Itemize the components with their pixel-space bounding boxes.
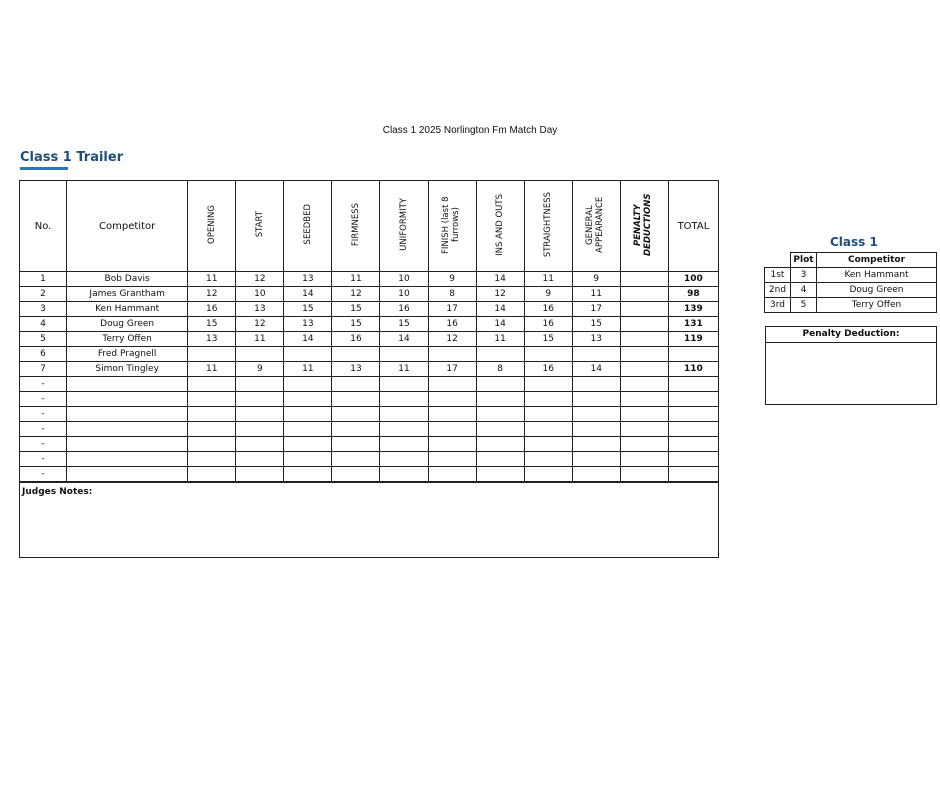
cell-firmness[interactable]: 15 (332, 317, 380, 332)
cell-general[interactable] (572, 377, 620, 392)
header-ins-outs-label: INS AND OUTS (495, 193, 506, 256)
cell-seedbed[interactable]: 13 (284, 317, 332, 332)
cell-start[interactable]: 10 (236, 287, 284, 302)
cell-general[interactable]: 13 (572, 332, 620, 347)
cell-finish[interactable]: 8 (428, 287, 476, 302)
judges-notes-label: Judges Notes: (22, 487, 93, 497)
cell-ins-outs[interactable]: 14 (476, 317, 524, 332)
cell-no[interactable]: - (20, 452, 67, 467)
cell-firmness[interactable]: 12 (332, 287, 380, 302)
cell-penalty[interactable] (620, 452, 668, 467)
results-cell-plot: 4 (791, 283, 817, 298)
cell-name[interactable]: James Grantham (67, 287, 188, 302)
cell-finish[interactable] (428, 437, 476, 452)
table-row (20, 407, 719, 422)
cell-seedbed[interactable] (284, 392, 332, 407)
cell-no[interactable]: 4 (20, 317, 67, 332)
cell-total[interactable] (668, 377, 718, 392)
cell-name[interactable]: Terry Offen (67, 332, 188, 347)
cell-uniformity[interactable]: 16 (380, 302, 428, 317)
cell-straightness[interactable]: 16 (524, 362, 572, 377)
cell-start[interactable] (236, 422, 284, 437)
table-row (20, 302, 719, 317)
cell-no[interactable]: - (20, 437, 67, 452)
cell-no[interactable]: 6 (20, 347, 67, 362)
cell-penalty[interactable] (620, 392, 668, 407)
cell-finish[interactable] (428, 392, 476, 407)
table-row (20, 332, 719, 347)
cell-straightness[interactable]: 16 (524, 302, 572, 317)
cell-seedbed[interactable]: 11 (284, 362, 332, 377)
cell-penalty[interactable] (620, 407, 668, 422)
cell-ins-outs[interactable]: 12 (476, 287, 524, 302)
cell-opening[interactable]: 11 (188, 272, 236, 287)
header-start (236, 181, 284, 272)
cell-seedbed[interactable] (284, 347, 332, 362)
cell-start[interactable] (236, 407, 284, 422)
cell-ins-outs[interactable]: 14 (476, 272, 524, 287)
cell-straightness[interactable]: 15 (524, 332, 572, 347)
header-seedbed-label: SEEDBED (302, 204, 313, 245)
results-row (765, 298, 937, 313)
cell-name[interactable]: Ken Hammant (67, 302, 188, 317)
table-row (20, 287, 719, 302)
cell-opening[interactable]: 16 (188, 302, 236, 317)
cell-ins-outs[interactable]: 8 (476, 362, 524, 377)
cell-no[interactable]: 2 (20, 287, 67, 302)
cell-start[interactable]: 12 (236, 272, 284, 287)
cell-uniformity[interactable]: 11 (380, 362, 428, 377)
cell-name[interactable]: Bob Davis (67, 272, 188, 287)
cell-seedbed[interactable]: 15 (284, 302, 332, 317)
cell-penalty[interactable] (620, 347, 668, 362)
cell-firmness[interactable] (332, 452, 380, 467)
table-row (20, 392, 719, 407)
cell-start[interactable]: 12 (236, 317, 284, 332)
results-cell-plot: 3 (791, 268, 817, 283)
cell-firmness[interactable]: 16 (332, 332, 380, 347)
results-cell-place: 2nd (765, 283, 791, 298)
cell-uniformity[interactable] (380, 437, 428, 452)
table-row (20, 272, 719, 287)
cell-firmness[interactable]: 11 (332, 272, 380, 287)
cell-general[interactable] (572, 452, 620, 467)
header-uniformity-label: UNIFORMITY (399, 198, 410, 251)
title-underline (20, 167, 68, 170)
cell-name[interactable]: Fred Pragnell (67, 347, 188, 362)
cell-name[interactable] (67, 377, 188, 392)
cell-seedbed[interactable] (284, 422, 332, 437)
cell-no[interactable]: - (20, 422, 67, 437)
cell-general[interactable]: 14 (572, 362, 620, 377)
cell-uniformity[interactable] (380, 347, 428, 362)
cell-uniformity[interactable] (380, 377, 428, 392)
header-finish (428, 181, 476, 272)
cell-penalty[interactable] (620, 377, 668, 392)
cell-total[interactable]: 100 (668, 272, 718, 287)
cell-total[interactable] (668, 392, 718, 407)
cell-straightness[interactable] (524, 422, 572, 437)
header-general (572, 181, 620, 272)
cell-no[interactable]: - (20, 377, 67, 392)
results-body (765, 268, 937, 313)
cell-straightness[interactable] (524, 407, 572, 422)
cell-finish[interactable]: 17 (428, 362, 476, 377)
results-title: Class 1 (830, 235, 878, 249)
header-start-label: START (254, 211, 265, 238)
page-heading: Class 1 2025 Norlington Fm Match Day (382, 125, 558, 136)
cell-general[interactable] (572, 392, 620, 407)
cell-firmness[interactable] (332, 377, 380, 392)
header-opening-label: OPENING (206, 205, 217, 244)
cell-firmness[interactable] (332, 392, 380, 407)
cell-ins-outs[interactable] (476, 347, 524, 362)
cell-general[interactable]: 17 (572, 302, 620, 317)
table-row (20, 317, 719, 332)
cell-opening[interactable] (188, 377, 236, 392)
cell-penalty[interactable] (620, 467, 668, 483)
cell-penalty[interactable] (620, 272, 668, 287)
table-row (20, 452, 719, 467)
header-opening (188, 181, 236, 272)
cell-ins-outs[interactable] (476, 467, 524, 483)
cell-penalty[interactable] (620, 317, 668, 332)
cell-general[interactable]: 9 (572, 272, 620, 287)
cell-start[interactable] (236, 467, 284, 483)
cell-no[interactable]: - (20, 407, 67, 422)
cell-name[interactable]: Doug Green (67, 317, 188, 332)
header-total: TOTAL (668, 181, 718, 272)
cell-total[interactable] (668, 437, 718, 452)
cell-no[interactable]: 3 (20, 302, 67, 317)
cell-general[interactable] (572, 347, 620, 362)
cell-straightness[interactable] (524, 392, 572, 407)
cell-ins-outs[interactable] (476, 422, 524, 437)
cell-start[interactable] (236, 347, 284, 362)
cell-penalty[interactable] (620, 287, 668, 302)
cell-uniformity[interactable]: 10 (380, 287, 428, 302)
cell-no[interactable]: 5 (20, 332, 67, 347)
header-general-label: GENERAL APPEARANCE (585, 196, 606, 253)
header-penalty-label: PENALTY DEDUCTIONS (633, 193, 654, 256)
cell-seedbed[interactable] (284, 407, 332, 422)
cell-total[interactable] (668, 467, 718, 483)
cell-opening[interactable]: 11 (188, 362, 236, 377)
cell-straightness[interactable]: 16 (524, 317, 572, 332)
cell-opening[interactable] (188, 452, 236, 467)
results-cell-competitor: Doug Green (817, 283, 937, 298)
table-row (20, 377, 719, 392)
table-row (20, 422, 719, 437)
header-uniformity (380, 181, 428, 272)
cell-name[interactable] (67, 392, 188, 407)
cell-uniformity[interactable]: 10 (380, 272, 428, 287)
cell-uniformity[interactable]: 15 (380, 317, 428, 332)
cell-name[interactable] (67, 407, 188, 422)
cell-start[interactable]: 13 (236, 302, 284, 317)
cell-opening[interactable] (188, 407, 236, 422)
cell-straightness[interactable] (524, 347, 572, 362)
cell-uniformity[interactable] (380, 392, 428, 407)
results-table (764, 252, 937, 313)
table-row (20, 467, 719, 483)
cell-opening[interactable] (188, 392, 236, 407)
cell-finish[interactable]: 12 (428, 332, 476, 347)
cell-name[interactable] (67, 452, 188, 467)
cell-finish[interactable] (428, 377, 476, 392)
cell-no[interactable]: - (20, 392, 67, 407)
cell-straightness[interactable]: 11 (524, 272, 572, 287)
score-table (19, 180, 719, 558)
results-cell-plot: 5 (791, 298, 817, 313)
cell-opening[interactable] (188, 437, 236, 452)
cell-straightness[interactable] (524, 467, 572, 483)
cell-seedbed[interactable] (284, 467, 332, 483)
cell-general[interactable] (572, 407, 620, 422)
cell-seedbed[interactable] (284, 377, 332, 392)
penalty-deduction-title: Penalty Deduction: (766, 327, 936, 343)
results-cell-place: 3rd (765, 298, 791, 313)
cell-penalty[interactable] (620, 437, 668, 452)
cell-uniformity[interactable] (380, 467, 428, 483)
cell-start[interactable] (236, 437, 284, 452)
header-ins-outs (476, 181, 524, 272)
cell-total[interactable]: 139 (668, 302, 718, 317)
cell-firmness[interactable] (332, 437, 380, 452)
cell-no[interactable]: 7 (20, 362, 67, 377)
cell-total[interactable] (668, 407, 718, 422)
cell-ins-outs[interactable] (476, 437, 524, 452)
header-straightness (524, 181, 572, 272)
cell-seedbed[interactable] (284, 437, 332, 452)
cell-opening[interactable] (188, 467, 236, 483)
cell-firmness[interactable] (332, 407, 380, 422)
cell-finish[interactable] (428, 347, 476, 362)
results-header-place (765, 253, 791, 268)
cell-finish[interactable]: 16 (428, 317, 476, 332)
cell-straightness[interactable]: 9 (524, 287, 572, 302)
cell-seedbed[interactable]: 14 (284, 287, 332, 302)
cell-no[interactable]: 1 (20, 272, 67, 287)
cell-start[interactable]: 11 (236, 332, 284, 347)
header-straightness-label: STRAIGHTNESS (543, 191, 554, 258)
cell-seedbed[interactable]: 14 (284, 332, 332, 347)
cell-ins-outs[interactable] (476, 377, 524, 392)
results-header-plot: Plot (791, 253, 817, 268)
section-title: Class 1 Trailer (20, 150, 124, 165)
header-seedbed (284, 181, 332, 272)
score-body (20, 272, 719, 483)
cell-opening[interactable]: 12 (188, 287, 236, 302)
cell-start[interactable] (236, 392, 284, 407)
cell-start[interactable]: 9 (236, 362, 284, 377)
cell-firmness[interactable] (332, 347, 380, 362)
table-row (20, 437, 719, 452)
cell-ins-outs[interactable]: 11 (476, 332, 524, 347)
results-row (765, 283, 937, 298)
cell-total[interactable]: 131 (668, 317, 718, 332)
cell-finish[interactable] (428, 467, 476, 483)
penalty-deduction-box[interactable] (765, 326, 937, 405)
results-cell-place: 1st (765, 268, 791, 283)
cell-straightness[interactable] (524, 437, 572, 452)
cell-name[interactable] (67, 467, 188, 483)
cell-finish[interactable]: 9 (428, 272, 476, 287)
results-row (765, 268, 937, 283)
cell-total[interactable]: 98 (668, 287, 718, 302)
header-no: No. (20, 181, 67, 272)
cell-ins-outs[interactable] (476, 452, 524, 467)
results-header-competitor: Competitor (817, 253, 937, 268)
cell-general[interactable] (572, 437, 620, 452)
cell-start[interactable] (236, 452, 284, 467)
cell-general[interactable] (572, 422, 620, 437)
cell-general[interactable] (572, 467, 620, 483)
cell-no[interactable]: - (20, 467, 67, 483)
cell-straightness[interactable] (524, 452, 572, 467)
cell-seedbed[interactable]: 13 (284, 272, 332, 287)
cell-name[interactable] (67, 437, 188, 452)
table-row (20, 347, 719, 362)
cell-finish[interactable] (428, 452, 476, 467)
cell-penalty[interactable] (620, 422, 668, 437)
cell-total[interactable] (668, 452, 718, 467)
cell-opening[interactable]: 15 (188, 317, 236, 332)
cell-total[interactable] (668, 347, 718, 362)
cell-name[interactable]: Simon Tingley (67, 362, 188, 377)
cell-ins-outs[interactable]: 14 (476, 302, 524, 317)
cell-straightness[interactable] (524, 377, 572, 392)
header-competitor: Competitor (67, 181, 188, 272)
cell-finish[interactable]: 17 (428, 302, 476, 317)
results-cell-competitor: Terry Offen (817, 298, 937, 313)
cell-total[interactable] (668, 422, 718, 437)
cell-uniformity[interactable] (380, 422, 428, 437)
cell-opening[interactable] (188, 347, 236, 362)
header-firmness-label: FIRMNESS (350, 202, 361, 247)
cell-finish[interactable] (428, 407, 476, 422)
cell-total[interactable]: 119 (668, 332, 718, 347)
cell-general[interactable]: 15 (572, 317, 620, 332)
cell-firmness[interactable] (332, 422, 380, 437)
cell-penalty[interactable] (620, 332, 668, 347)
cell-name[interactable] (67, 422, 188, 437)
results-cell-competitor: Ken Hammant (817, 268, 937, 283)
cell-firmness[interactable]: 13 (332, 362, 380, 377)
cell-start[interactable] (236, 377, 284, 392)
cell-ins-outs[interactable] (476, 392, 524, 407)
cell-firmness[interactable] (332, 467, 380, 483)
cell-opening[interactable]: 13 (188, 332, 236, 347)
cell-total[interactable]: 110 (668, 362, 718, 377)
header-penalty (620, 181, 668, 272)
cell-uniformity[interactable]: 14 (380, 332, 428, 347)
cell-opening[interactable] (188, 422, 236, 437)
cell-finish[interactable] (428, 422, 476, 437)
cell-firmness[interactable]: 15 (332, 302, 380, 317)
cell-penalty[interactable] (620, 302, 668, 317)
cell-uniformity[interactable] (380, 452, 428, 467)
judges-notes-cell[interactable] (20, 482, 719, 558)
cell-general[interactable]: 11 (572, 287, 620, 302)
cell-uniformity[interactable] (380, 407, 428, 422)
table-row (20, 362, 719, 377)
header-firmness (332, 181, 380, 272)
header-finish-label: FINISH (last 8 furrows) (441, 195, 462, 254)
cell-ins-outs[interactable] (476, 407, 524, 422)
cell-penalty[interactable] (620, 362, 668, 377)
cell-seedbed[interactable] (284, 452, 332, 467)
